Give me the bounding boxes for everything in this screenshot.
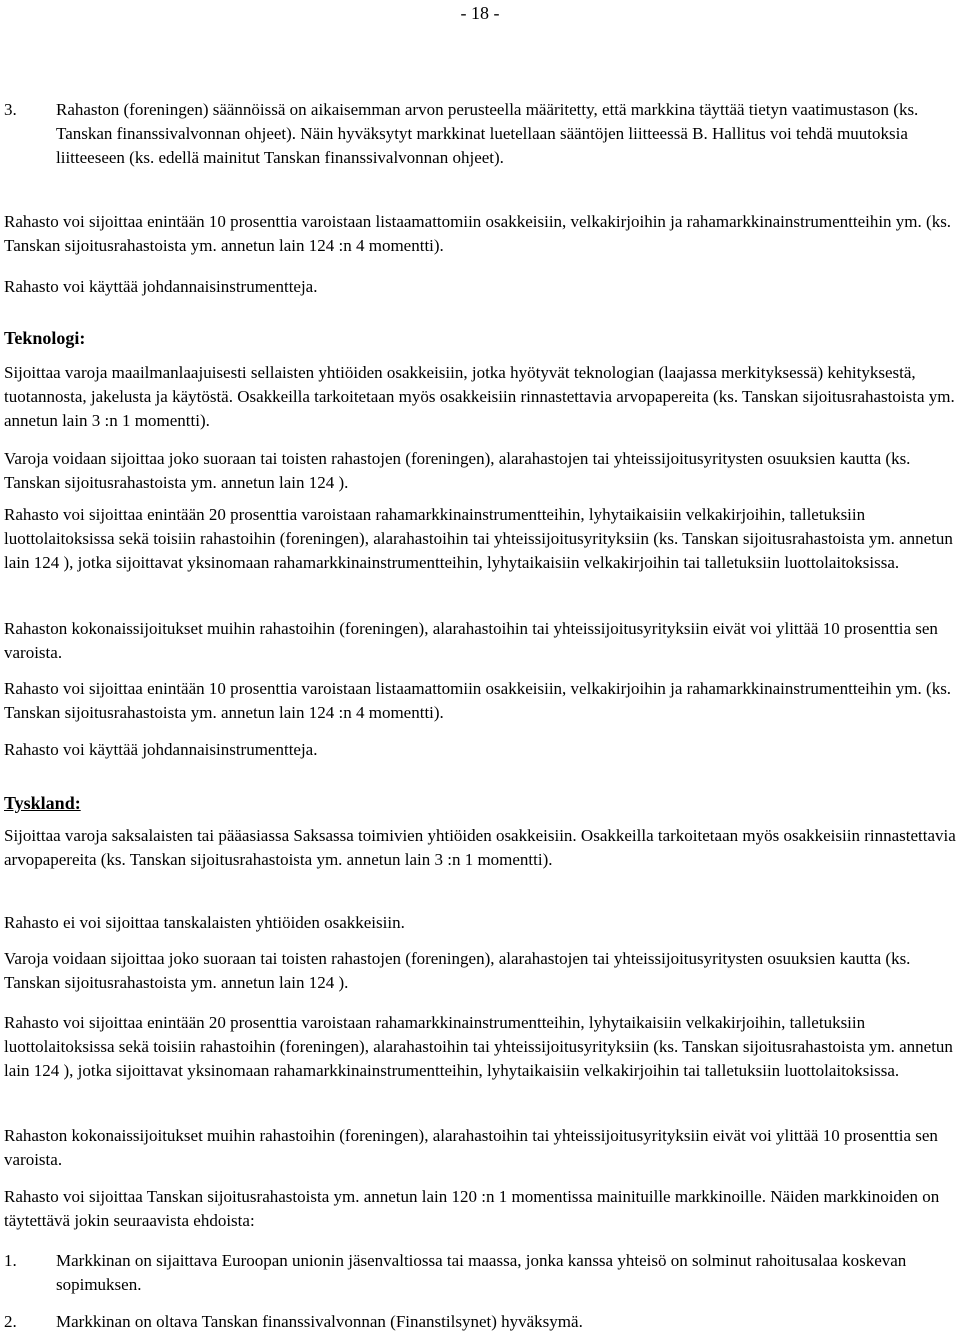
paragraph: Rahasto voi sijoittaa enintään 20 prosenttia varoistaan rahamarkkinainstrumentteihin, lyhytaikaisiin velkakirjoihin, talletuksiin luottolaitoksissa sekä toisiin rahastoihin (foreningen), alarahastoihin tai yhteissijoitusyrityksiin (ks. Tanskan sijoitusrahastoista ym. annetun lain 124 ), jotka sijoittavat yksinomaan rahamarkkinainstrumentteihin, lyhytaikaisiin velkakirjoihin tai talletuksiin luottolaitoksissa. xyxy=(4,1013,953,1080)
list-item-number: 2. xyxy=(4,1312,17,1331)
list-item-text: Rahaston (foreningen) säännöissä on aikaisemman arvon perusteella määritetty, että markkina täyttää tietyn vaatimustason (ks. Tanskan finanssivalvonnan ohjeet). Näin hyväksytyt markkinat luetellaan sääntöjen liitteessä B. Hallitus voi tehdä muutoksia liitteeseen (ks. edellä mainitut Tanskan finanssivalvonnan ohjeet). xyxy=(56,100,919,167)
list-item-text: Markkinan on sijaittava Euroopan unionin jäsenvaltiossa tai maassa, jonka kanssa yhteisö on solminut rahoitusalaa koskevan sopimuksen. xyxy=(56,1251,907,1294)
section-heading-tyskland: Tyskland: xyxy=(4,793,81,813)
paragraph: Rahaston kokonaissijoitukset muihin rahastoihin (foreningen), alarahastoihin tai yhteissijoitusyrityksiin eivät voi ylittää 10 prosenttia sen varoista. xyxy=(4,619,938,662)
list-item-number: 3. xyxy=(4,100,17,119)
paragraph: Varoja voidaan sijoittaa joko suoraan tai toisten rahastojen (foreningen), alarahastojen tai yhteissijoitusyritysten osuuksien kautta (ks. Tanskan sijoitusrahastoista ym. annetun lain 124 ). xyxy=(4,449,911,492)
paragraph: Rahasto ei voi sijoittaa tanskalaisten yhtiöiden osakkeisiin. xyxy=(4,913,405,932)
paragraph: Rahasto voi sijoittaa Tanskan sijoitusrahastoista ym. annetun lain 120 :n 1 momentissa mainituille markkinoille. Näiden markkinoiden on täytettävä jokin seuraavista ehdoista: xyxy=(4,1187,940,1230)
paragraph: Rahasto voi käyttää johdannaisinstrumentteja. xyxy=(4,277,318,296)
page-number: - 18 - xyxy=(460,3,500,23)
paragraph: Rahaston kokonaissijoitukset muihin rahastoihin (foreningen), alarahastoihin tai yhteissijoitusyrityksiin eivät voi ylittää 10 prosenttia sen varoista. xyxy=(4,1126,938,1169)
paragraph: Sijoittaa varoja maailmanlaajuisesti sellaisten yhtiöiden osakkeisiin, jotka hyötyvät teknologian (laajassa merkityksessä) kehityksestä, tuotannosta, jakelusta ja käytöstä. Osakkeilla tarkoitetaan myös osakkeisiin rinnastettavia arvopapereita (ks. Tanskan sijoitusrahastoista ym. annetun lain 3 :n 1 momentti). xyxy=(4,363,955,430)
section-heading-teknologi: Teknologi: xyxy=(4,328,86,348)
paragraph: Rahasto voi sijoittaa enintään 10 prosenttia varoistaan listaamattomiin osakkeisiin, velkakirjoihin ja rahamarkkinainstrumentteihin ym. (ks. Tanskan sijoitusrahastoista ym. annetun lain 124 :n 4 momentti). xyxy=(4,679,952,722)
list-item-number: 1. xyxy=(4,1251,17,1270)
paragraph: Sijoittaa varoja saksalaisten tai pääasiassa Saksassa toimivien yhtiöiden osakkeisiin. Osakkeilla tarkoitetaan myös osakkeisiin rinnastettavia arvopapereita (ks. Tanskan sijoitusrahastoista ym. annetun lain 3 :n 1 momentti). xyxy=(4,826,956,869)
paragraph: Rahasto voi käyttää johdannaisinstrumentteja. xyxy=(4,740,318,759)
paragraph: Rahasto voi sijoittaa enintään 10 prosenttia varoistaan listaamattomiin osakkeisiin, velkakirjoihin ja rahamarkkinainstrumentteihin ym. (ks. Tanskan sijoitusrahastoista ym. annetun lain 124 :n 4 momentti). xyxy=(4,212,952,255)
paragraph: Rahasto voi sijoittaa enintään 20 prosenttia varoistaan rahamarkkinainstrumentteihin, lyhytaikaisiin velkakirjoihin, talletuksiin luottolaitoksissa sekä toisiin rahastoihin (foreningen), alarahastoihin tai yhteissijoitusyrityksiin (ks. Tanskan sijoitusrahastoista ym. annetun lain 124 ), jotka sijoittavat yksinomaan rahamarkkinainstrumentteihin, lyhytaikaisiin velkakirjoihin tai talletuksiin luottolaitoksissa. xyxy=(4,505,953,572)
paragraph: Varoja voidaan sijoittaa joko suoraan tai toisten rahastojen (foreningen), alarahastojen tai yhteissijoitusyritysten osuuksien kautta (ks. Tanskan sijoitusrahastoista ym. annetun lain 124 ). xyxy=(4,949,911,992)
list-item-text: Markkinan on oltava Tanskan finanssivalvonnan (Finanstilsynet) hyväksymä. xyxy=(56,1312,583,1331)
